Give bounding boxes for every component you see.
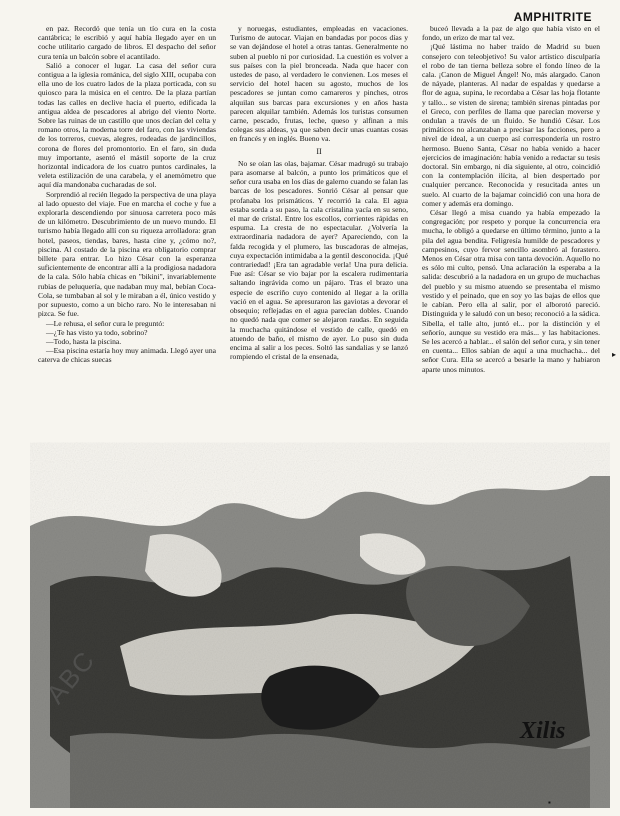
text-column-1 [38, 24, 216, 444]
text-column-2 [230, 24, 408, 444]
paragraph: —Esa piscina estaría hoy muy animada. Llegó ayer una caterva de chicas suecas [38, 346, 216, 365]
paragraph: César llegó a misa cuando ya había empezado la congregación; por respeto y porque la concurrencia era mucha, le obligó a quedarse en último término, junto a la pila del agua bendita. Feligresía humilde de pescadores y campesinos, cuyo fervor sencillo asombró al forastero. Menos en César otra misa con tanta devoción. Aquello no es sólo mi culto, pensó. Una aclaración la esperaba a la salida: descubrió a la nadadora en un grupo de muchachas del pueblo y su mismo atuendo se presentaba el mismo vestido y el peinado, que en soy yo las bajas de ellos que le cabían. Pero ella al salir, por el alborotó pareció. Distinguida y le saludó con un beso; reconoció a la sádica. Sibella, el talle alto, juntó el... por la distinción y el señorío, aunque su vestido era más... y las habitaciones. Se les acercó a hablar... el salón del señor cura, y sin tener en cuenta... Ellos sabían de aquí a una muchacha... del señor Cura. Ella se acercó a besarle la mano y habiaron aparte unos minutos. [422, 208, 600, 374]
footer-mark: ▪ [548, 798, 551, 807]
illustration-photo [30, 436, 610, 808]
paragraph: —Todo, hasta la piscina. [46, 336, 122, 346]
paragraph: —Le rehusa, el señor cura le preguntó: [46, 318, 165, 328]
section-number: II [316, 146, 322, 156]
abc-watermark: ABC [40, 644, 102, 710]
article-body [38, 24, 604, 444]
paragraph: Salió a conocer el lugar. La casa del señor cura contigua a la iglesia románica, del siglo XIII, ocupaba con ella uno de los cuatro lados de la plaza porticada, con su quiosco para la música en el centro. De la plaza partían todas las calles en declive hacia el puerto, edificada la antigua aldea de pescadores al abrigo del viento Norte. Sobre las ruinas de un castillo que unos decían del celta y romano otros, la moderna torre del faro, con las viviendas de los torreros, cuevas, alegres, rodeadas de jardincillos, corona de flores del promontorio. En el faro, sin duda muy importante, asentó el mástil soporte de la cruz horizontal indicadora de los cuatro puntos cardinales, la veleta estilización de una carabela, y el anemómetro que aquí día mandonaba cucharadas de sol. [38, 60, 216, 190]
text-column-3 [422, 24, 600, 444]
running-head: AMPHITRITE [513, 10, 592, 24]
paragraph: No se oían las olas, bajamar. César madrugó su trabajo para asomarse al balcón, a punto los primáticos que el señor cura usaba en los días de galerno cuando se falan las barcas de los pescadores. Sonrió César al pensar que profanaba los prismáticos. Y recorrió la cala. El agua estaba sorda a su paso, la cala cristalina yacía en su seno, el mar de cristal. Entre los escollos, corrientes rápidas en espuma. La cresta de no espectacular. ¿Volvería la extraordinaria nadadora de ayer? Apareciendo, con la falda recogida y el plumero, las buscadoras de almejas, cuya expectación intimidaba a la gentil desconocida. ¡Qué contrariedad! ¡Era tan agradable verla! Una pura delicia. Fue así: César se vio bajar por la escalera rudimentaria saltando ingrávida como un pájaro. Tras el brazo una especie de escriño cuyo contenido al llegar a la orilla vació en el agua. Se apresuraron las gaviotas a devorar el obsequio; reflejadas en el agua parecían dobles. Cuando no quedó nada que comer se alejaron raudas. En seguida la muchacha quitándose el vestido de calle, quedó en atuendo de baño, el mismo de ayer. Lo puso sin duda encima al salir a los peces. Soltó las sandalias y se lanzó rompiendo el cristal de la ensenada, [230, 158, 408, 362]
margin-mark: ▸ [612, 350, 617, 359]
paragraph: Sorprendió al recién llegado la perspectiva de una playa al lado opuesto del viaje. Fue en marcha el coche y fue a explorarla descendiendo por sinuosa carretera poco más de un kilómetro. Descubrimiento de un nuevo mundo. El turismo había llegado allí con su riqueza arrolladora: gran hotel, paseos, tiendas, bares, hasta cine y, ¿cómo no?, piscina. Al costado de la piscina era obligatorio comprar billete para entrar. Lo hizo César con la esperanza suficientemente de encontrar allí a la prodigiosa nadadora de la cala. Sólo había chicas en "bikini", invariablemente rubias de peluquería, que nadaban muy mal, bebían Coca-Cola, se tumbaban al sol y le miraban a él, único vestido y por supuesto, como a un bicho raro. No le interesaban ni pizca. Se fue. [38, 189, 216, 319]
paragraph: y noruegas, estudiantes, empleadas en vacaciones. Turismo de autocar. Viajan en bandadas por pocos días y se van dejándose el hotel a otras tantas. Generalmente no suben al pueblo ni por curiosidad. La cuestión es volver a sus países con la piel bronceada. Nada que hacer con ustedes de paso, al verdadero le convienen. Los meses el servicio del hotel hacen su agosto, muchos de los pescadores se juntan como camareros y pinches, otros alquilan sus barcas para excursiones y en años hasta parecen alquilar también. Además los turistas consumen carne, pescado, frutas, leche, queso y alfinan a mis colegas sus aldeas, ya que saben decir unas cuantas cosas en francés y en inglés. Bueno va. [230, 24, 408, 144]
paragraph: en paz. Recordó que tenía un tío cura en la costa cantábrica; le escribió y aquí había llegado ayer en un coche utilitario cargado de libros. El despacho del señor cura tenía un balcón sobre el acantilado. [38, 24, 216, 61]
artist-signature: Xilis [520, 718, 566, 744]
paragraph: —¿Te has visto ya todo, sobrino? [46, 327, 148, 337]
paragraph: buceó llevada a la paz de algo que había visto en el fondo, un erizo de mar tal vez. [422, 24, 600, 43]
paragraph: ¡Qué lástima no haber traído de Madrid su buen consejero con teleobjetivo! Su valor artístico disculparía el robo de tan tierna belleza sobre el fondo líneo de la cala. ¡Canon de Miguel Ángel! No, más alargado. Canon de náyade, planteras. Al nadar de espaldas y quedarse a flor de agua, supina, le recordaba a César las hoja flotante y tallo... se visten de sirena; también sirenas pintadas por el Greco, con perfiles de llama que parecían moverse y ondulan a través de un fluido. Se hundió César. Los primáticos no alcanzaban a precisar las facciones, pero a nivel de ideal, a un cuerpo así correspondería un rostro hermoso. Bueno Santa, César no había venido a hacer ejercicios de imaginación: había venido a redactar su tesis doctoral. Sin embargo, ni día siguiente, al otro, coincidió con la contemplación ilícita, al bien despertado por cualquier percance. Reconocida y resucitada antes un suelo. Al cuarto de la bajamar coincidió con una hora de comer y además era domingo. [422, 42, 600, 208]
